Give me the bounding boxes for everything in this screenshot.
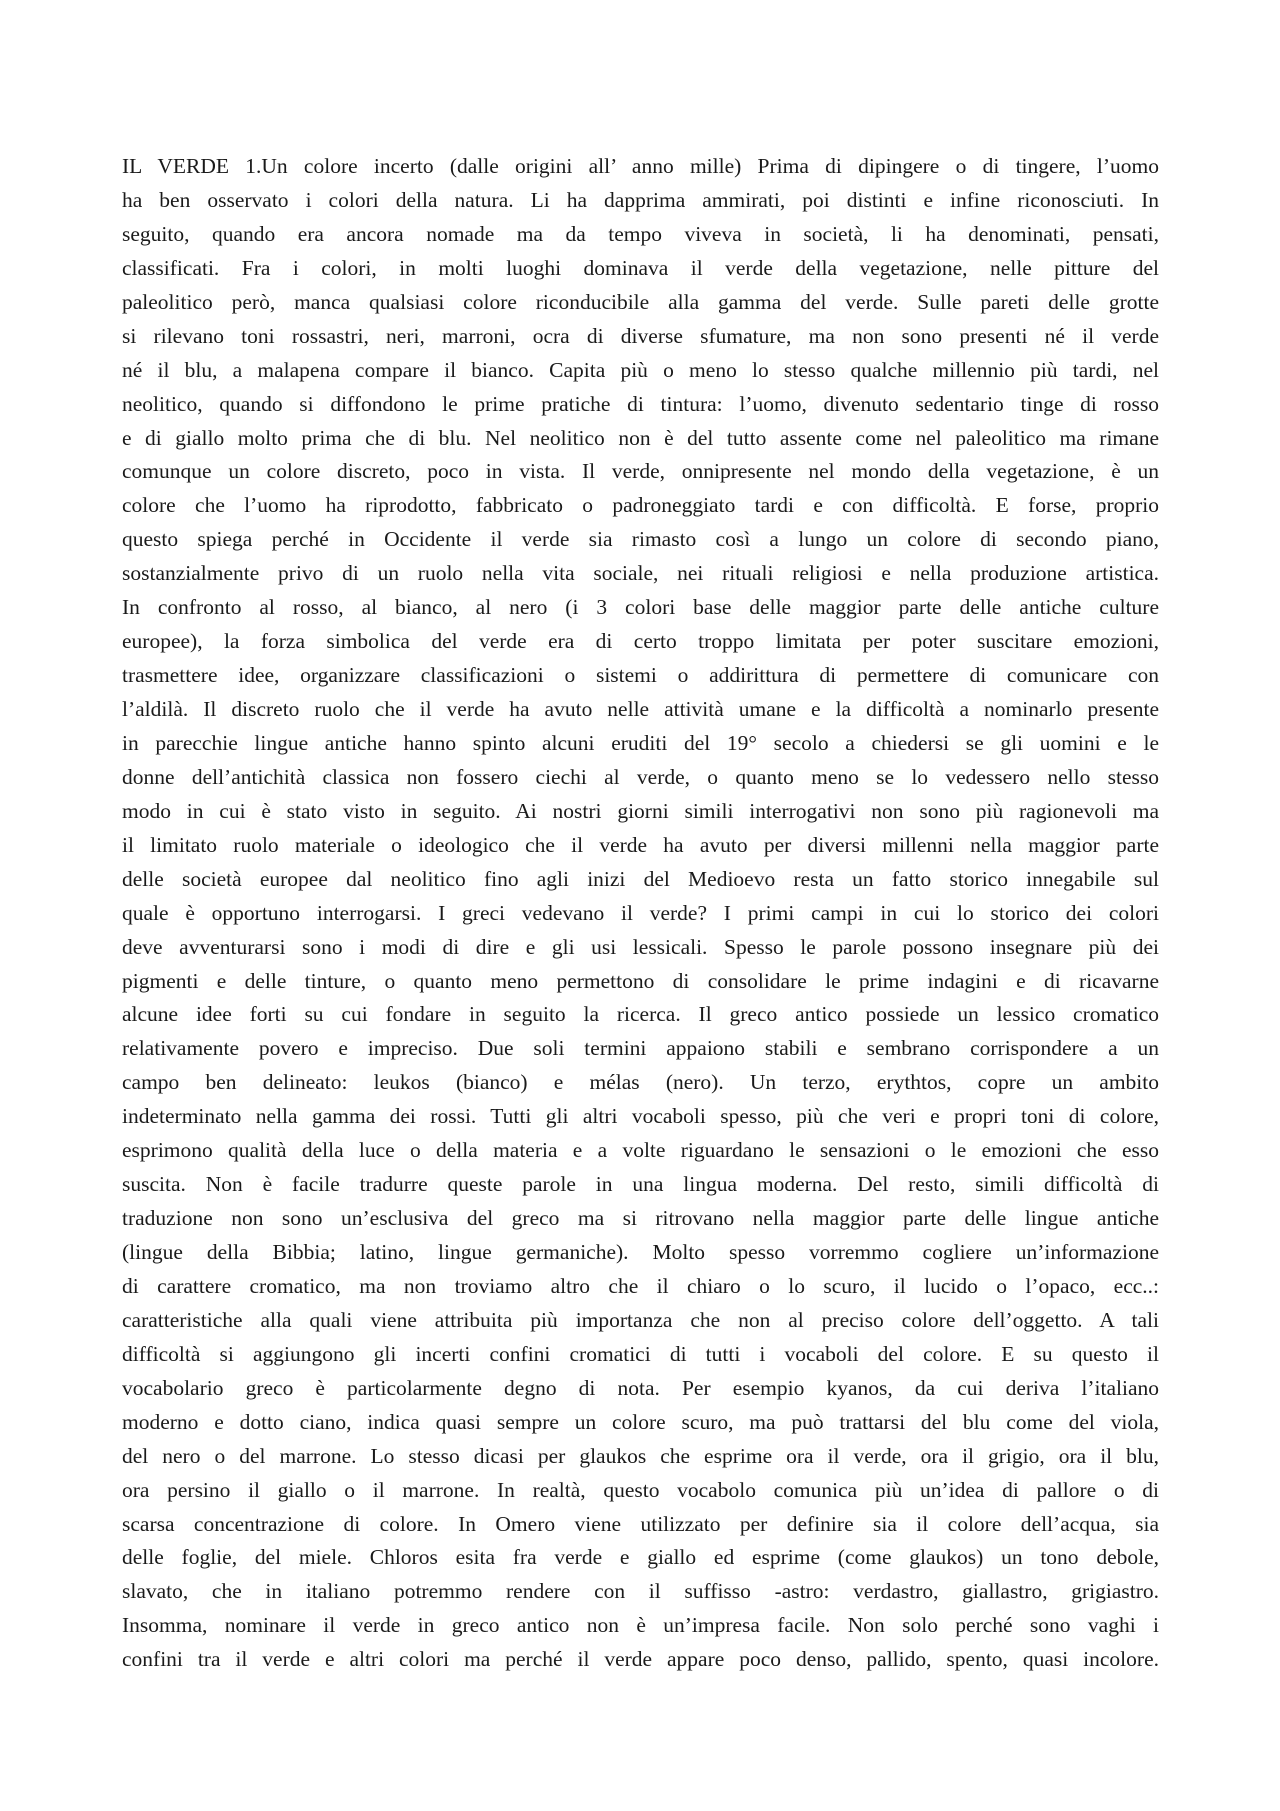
text-line: scarsa concentrazione di colore. In Omero viene utilizzato per definire sia il colore dell’acqua, sia — [122, 1511, 1159, 1536]
text-line: comunque un colore discreto, poco in vista. Il verde, onnipresente nel mondo della vegetazione, è un — [122, 459, 1159, 484]
text-line: IL VERDE 1.Un colore incerto (dalle origini all’ anno mille) Prima di dipingere o di tingere, l’uomo — [122, 154, 1159, 178]
text-line: relativamente povero e impreciso. Due soli termini appaiono stabili e sembrano corrispondere a un — [122, 1036, 1159, 1061]
text-line: si rilevano toni rossastri, neri, marroni, ocra di diverse sfumature, ma non sono presenti né il verde — [122, 323, 1159, 348]
text-line: in parecchie lingue antiche hanno spinto alcuni eruditi del 19° secolo a chiedersi se gli uomini e le — [122, 730, 1159, 755]
text-line: campo ben delineato: leukos (bianco) e mélas (nero). Un terzo, erythtos, copre un ambito — [122, 1070, 1159, 1095]
text-line: seguito, quando era ancora nomade ma da tempo viveva in società, li ha denominati, pensati, — [122, 221, 1159, 246]
text-line: neolitico, quando si diffondono le prime pratiche di tintura: l’uomo, divenuto sedentario tinge di rosso — [122, 391, 1159, 416]
text-line: di carattere cromatico, ma non troviamo altro che il chiaro o lo scuro, il lucido o l’opaco, ecc..: — [122, 1273, 1159, 1298]
text-line: vocabolario greco è particolarmente degno di nota. Per esempio kyanos, da cui deriva l’italiano — [122, 1375, 1159, 1400]
text-line: moderno e dotto ciano, indica quasi sempre un colore scuro, ma può trattarsi del blu come del viola, — [122, 1409, 1159, 1434]
text-line: confini tra il verde e altri colori ma perché il verde appare poco denso, pallido, spento, quasi incolore. — [122, 1647, 1159, 1672]
text-line: delle foglie, del miele. Chloros esita fra verde e giallo ed esprime (come glaukos) un tono debole, — [122, 1545, 1159, 1570]
text-line: caratteristiche alla quali viene attribuita più importanza che non al preciso colore dell’oggetto. A tali — [122, 1307, 1159, 1332]
text-line: (lingue della Bibbia; latino, lingue germaniche). Molto spesso vorremmo cogliere un’informazione — [122, 1240, 1159, 1264]
text-line: europee), la forza simbolica del verde era di certo troppo limitata per poter suscitare emozioni, — [122, 629, 1159, 654]
text-line: quale è opportuno interrogarsi. I greci vedevano il verde? I primi campi in cui lo storico dei colori — [122, 900, 1159, 925]
text-line: colore che l’uomo ha riprodotto, fabbricato o padroneggiato tardi e con difficoltà. E forse, proprio — [122, 493, 1159, 518]
text-line: classificati. Fra i colori, in molti luoghi dominava il verde della vegetazione, nelle pitture del — [122, 255, 1159, 280]
text-line: traduzione non sono un’esclusiva del greco ma si ritrovano nella maggior parte delle lingue antiche — [122, 1206, 1159, 1231]
text-line: suscita. Non è facile tradurre queste parole in una lingua moderna. Del resto, simili difficoltà di — [122, 1172, 1159, 1197]
text-line: l’aldilà. Il discreto ruolo che il verde ha avuto nelle attività umane e la difficoltà a nominarlo presente — [122, 697, 1159, 721]
text-line: paleolitico però, manca qualsiasi colore riconducibile alla gamma del verde. Sulle pareti delle grotte — [122, 289, 1159, 314]
text-line: esprimono qualità della luce o della materia e a volte riguardano le sensazioni o le emozioni che esso — [122, 1138, 1159, 1163]
text-line: difficoltà si aggiungono gli incerti confini cromatici di tutti i vocaboli del colore. E su questo il — [122, 1341, 1159, 1366]
text-line: ora persino il giallo o il marrone. In realtà, questo vocabolo comunica più un’idea di pallore o di — [122, 1477, 1159, 1502]
text-line: In confronto al rosso, al bianco, al nero (i 3 colori base delle maggior parte delle antiche culture — [122, 595, 1159, 620]
text-line: questo spiega perché in Occidente il verde sia rimasto così a lungo un colore di secondo piano, — [122, 527, 1159, 552]
text-line: indeterminato nella gamma dei rossi. Tutti gli altri vocaboli spesso, più che veri e propri toni di colore, — [122, 1104, 1159, 1129]
text-line: delle società europee dal neolitico fino agli inizi del Medioevo resta un fatto storico innegabile sul — [122, 866, 1159, 891]
text-line: trasmettere idee, organizzare classificazioni o sistemi o addirittura di permettere di comunicare con — [122, 663, 1159, 688]
text-line: deve avventurarsi sono i modi di dire e gli usi lessicali. Spesso le parole possono insegnare più dei — [122, 934, 1159, 959]
text-line: slavato, che in italiano potremmo rendere con il suffisso -astro: verdastro, giallastro, grigiastro. — [122, 1579, 1159, 1604]
text-line: ha ben osservato i colori della natura. Li ha dapprima ammirati, poi distinti e infine riconosciuti. In — [122, 187, 1159, 212]
text-line: donne dell’antichità classica non fossero ciechi al verde, o quanto meno se lo vedessero nello stesso — [122, 764, 1159, 789]
text-line: pigmenti e delle tinture, o quanto meno permettono di consolidare le prime indagini e di ricavarne — [122, 968, 1159, 993]
text-line: sostanzialmente privo di un ruolo nella vita sociale, nei rituali religiosi e nella produzione artistica. — [122, 561, 1159, 586]
body-paragraph — [122, 150, 1159, 1677]
text-line: e di giallo molto prima che di blu. Nel neolitico non è del tutto assente come nel paleolitico ma rimane — [122, 425, 1159, 450]
text-line: del nero o del marrone. Lo stesso dicasi per glaukos che esprime ora il verde, ora il grigio, ora il blu, — [122, 1443, 1159, 1468]
text-line: modo in cui è stato visto in seguito. Ai nostri giorni simili interrogativi non sono più ragionevoli ma — [122, 798, 1159, 823]
text-line: né il blu, a malapena compare il bianco. Capita più o meno lo stesso qualche millennio più tardi, nel — [122, 357, 1159, 382]
text-line: alcune idee forti su cui fondare in seguito la ricerca. Il greco antico possiede un lessico cromatico — [122, 1002, 1159, 1027]
text-line: il limitato ruolo materiale o ideologico che il verde ha avuto per diversi millenni nella maggior parte — [122, 832, 1159, 857]
text-line: Insomma, nominare il verde in greco antico non è un’impresa facile. Non solo perché sono vaghi i — [122, 1613, 1159, 1638]
